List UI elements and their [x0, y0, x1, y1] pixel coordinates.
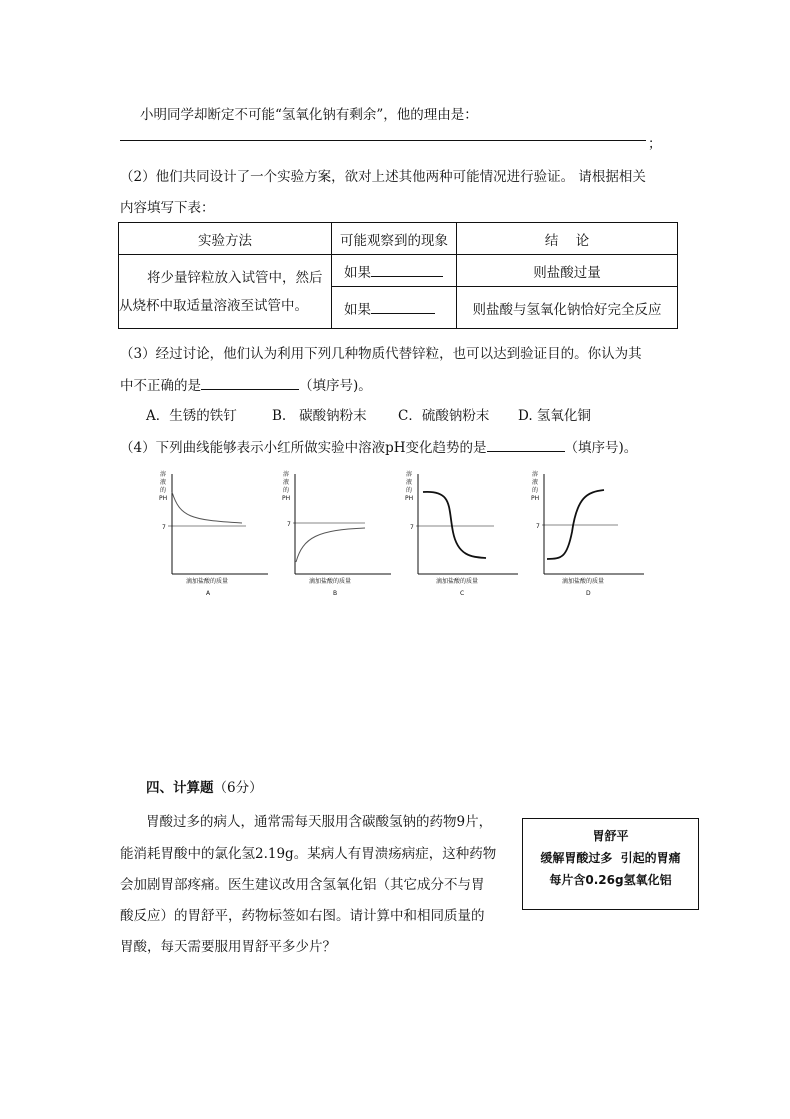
header-method: 实验方法 [119, 223, 332, 255]
graph-d-curve [547, 490, 604, 559]
reason-prompt: 小明同学却断定不可能“氢氧化钠有剩余”，他的理由是： [140, 107, 478, 123]
graph-a [150, 462, 280, 602]
graph-b-ylabel-4: PH [282, 495, 291, 502]
graph-b-letter: B [333, 590, 338, 597]
reason-end-mark: ； [648, 136, 662, 152]
graph-b [273, 462, 403, 602]
conclusion-cell-2: 则盐酸与氢氧化钠恰好完全反应 [457, 287, 678, 329]
graph-a-ylabel-3: 的 [160, 487, 167, 494]
method-line1: 将少量锌粒放入试管中，然后 [147, 269, 323, 286]
graph-c [398, 462, 528, 602]
experiment-table [118, 222, 678, 329]
section4-line4: 酸反应）的胃舒平，药物标签如右图。请计算中和相同质量的 [120, 908, 485, 924]
q2-line1: （2）他们共同设计了一个实验方案，欲对上述其他两种可能情况进行验证。 请根据相关 [120, 169, 646, 185]
header-conclusion: 结 论 [457, 223, 678, 255]
phenomenon-label-1: 如果 [344, 264, 371, 281]
conclusion-cell-1: 则盐酸过量 [457, 255, 678, 287]
graph-a-ylabel-1: 溶 [160, 471, 167, 478]
q3-option-d: D. 氢氧化铜 [518, 408, 591, 424]
q2-line2: 内容填写下表： [120, 200, 215, 216]
q3-suffix: （填序号)。 [299, 378, 372, 394]
q3-option-a: A．生锈的铁钉 [146, 408, 237, 424]
q3-option-c: C．硫酸钠粉末 [398, 408, 490, 424]
q3-prefix: 中不正确的是 [120, 378, 201, 394]
q3-option-b: B. 碳酸钠粉末 [272, 408, 367, 424]
method-cell [119, 255, 332, 329]
graph-c-ylabel-3: 的 [406, 487, 413, 494]
graph-a-ylabel-2: 液 [160, 479, 167, 486]
graph-c-ylabel-1: 溶 [406, 471, 413, 478]
phenomenon-blank-2[interactable] [371, 299, 435, 314]
q4-prefix: （4）下列曲线能够表示小红所做实验中溶液pH变化趋势的是 [120, 440, 487, 456]
drug-label-line2: 每片含0.26g氢氧化铝 [549, 873, 672, 887]
section4-line2: 能消耗胃酸中的氯化氢2.19g。某病人有胃溃疡病症，这种药物 [120, 846, 497, 862]
q4-answer-blank[interactable] [487, 437, 565, 452]
graph-a-xlabel: 滴加盐酸的质量 [186, 578, 229, 585]
graph-c-ylabel-4: PH [405, 495, 414, 502]
graph-c-xlabel: 滴加盐酸的质量 [436, 578, 479, 585]
graph-c-ylabel-2: 液 [406, 479, 413, 486]
q3-line1: （3）经过讨论，他们认为利用下列几种物质代替锌粒，也可以达到验证目的。你认为其 [120, 346, 642, 362]
graph-b-ylabel-3: 的 [283, 487, 290, 494]
graph-b-ylabel-1: 溶 [283, 471, 290, 478]
graph-d [522, 462, 652, 602]
section4-points: （6分） [213, 780, 263, 796]
section4-title: 四、计算题 [146, 780, 214, 796]
drug-label-title: 胃舒平 [592, 829, 629, 843]
q3-answer-blank[interactable] [201, 375, 299, 390]
q4-suffix: （填序号)。 [564, 440, 638, 456]
reason-answer-line[interactable] [120, 140, 646, 141]
graph-d-seven: 7 [536, 523, 540, 530]
phenomenon-cell-1 [332, 255, 457, 287]
method-line2: 从烧杯中取适量溶液至试管中。 [119, 297, 308, 314]
section4-line3: 会加剧胃部疼痛。医生建议改用含氢氧化铝（其它成分不与胃 [120, 877, 485, 893]
graph-b-ylabel-2: 液 [283, 479, 290, 486]
section4-line1: 胃酸过多的病人，通常需每天服用含碳酸氢钠的药物9片， [146, 814, 493, 830]
graph-d-ylabel-2: 液 [532, 479, 539, 486]
phenomenon-label-2: 如果 [344, 301, 371, 318]
graph-b-seven: 7 [287, 521, 291, 528]
q4-line [120, 436, 637, 456]
graph-a-curve [172, 492, 242, 523]
graph-d-ylabel-4: PH [531, 495, 540, 502]
graph-d-ylabel-3: 的 [532, 487, 539, 494]
section4-line5: 胃酸，每天需要服用胃舒平多少片？ [120, 939, 336, 955]
graph-c-curve [423, 492, 486, 558]
graph-c-seven: 7 [410, 524, 414, 531]
graph-a-letter: A [206, 590, 211, 597]
phenomenon-cell-2 [332, 287, 457, 329]
graph-d-xlabel: 滴加盐酸的质量 [562, 578, 605, 585]
graph-b-xlabel: 滴加盐酸的质量 [309, 578, 352, 585]
header-phenomenon: 可能观察到的现象 [332, 223, 457, 255]
graph-d-ylabel-1: 溶 [532, 471, 539, 478]
drug-label-box [522, 818, 699, 910]
graph-a-ylabel-4: PH [159, 495, 168, 502]
graph-a-seven: 7 [162, 524, 166, 531]
phenomenon-blank-1[interactable] [371, 262, 443, 277]
q3-line2 [120, 374, 372, 394]
graph-b-curve [296, 528, 365, 562]
drug-label-line1: 缓解胃酸过多 引起的胃痛 [540, 851, 681, 865]
graph-d-letter: D [586, 590, 591, 597]
section4-heading [146, 776, 263, 796]
graph-c-letter: C [460, 590, 465, 597]
